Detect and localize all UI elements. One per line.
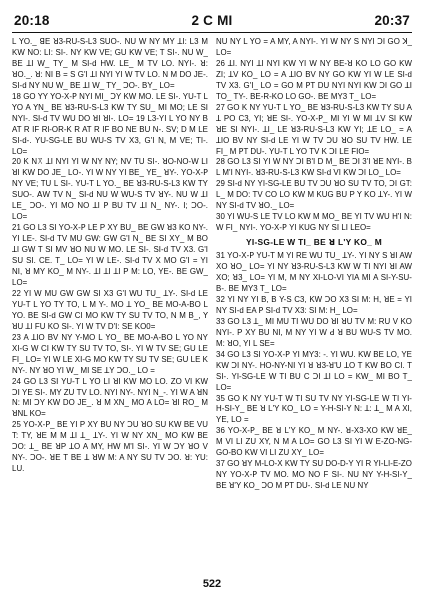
verse-paragraph: 37 GO ꓤY M-LO-X KW TY SU DO-D-Y YI R YI-LI-E-ZO NY YO-X-ꓑ TV MO. MO NO F SI-. NU NY Y-H-SI-Y_ BE ꓤ'Y KO_ ꓛO M ꓑT DU-. SI-d LE NU NY — [216, 459, 412, 491]
verse-paragraph: 26 ꓕI. NYI ꓕI NYI KW YI W NY BE-ꓤ KO LO GO KW ZI; ꓕV KO_ LO = A ꓕIO BV NY GO KW YI W LE SI-d TV X3. G'I_ LO = GO M ꓑT DU NYI NYI KW ꓛI GO ꓕI TO_ TY-. BE-R-KO LO GO-. BE MY3 T_ LO= — [216, 58, 412, 101]
verse-paragraph: 24 GO L3 SI YU-T L ꓬO LI ꓤI KW MO LO. ZO VI KW ꓛI YE SI-. MY ZU TV LO. NYI NY-. NYI N_-. YI W A ꓤN N: MI ꓛY KW DO JE_. ꓤ M XN_ MO A LO= ꓤI RO_ M ꓤNL KO= — [12, 376, 208, 419]
verse-paragraph: 20 K N꓃ ꓕI NYI YI W NY NY; NV TU SI-. ꓤO-NO-W LI ꓤI KW DO JE_ LO-. YI W NY YI BE_ YE_ ꓤY-. YO-X-ꓑ NY VE; TU L SI-. YU-T L ꓬO._ BE ꓤ3-RU-S-L3 KW TY SUO-. ꓮW TV N_ SI-d NU W WU-S TV ꓤY-. NU W ꓕI LE_ ꓛO-. YI MO NO ꓕI ꓑ BU TV ꓕI N_ NY-. I; ꓛO-. LO= — [12, 157, 208, 222]
verse-paragraph: L ꓬO._ ꓭE ꓤ3-RU-S-L3 SUO-. NU W NY MY ꓕI: L3 M KW NO: LI: SI-. NY KW VE; GU KW VE; T SI-. NU W_ BE ꓕI W_ TY_ M SI-d HW. LE_ M TV LO. NYI-. ꓤ: ꓤO._. ꓤ: NI B = S G'I ꓕI NYI YI W TV LO. N M DO JE-. SI-d NY NU W_ BE ꓕI W_ TY_ ꓛO-. BY_ LO= — [12, 37, 208, 90]
page-number: 522 — [202, 578, 222, 590]
left-column — [12, 37, 208, 572]
verse-paragraph: 35 GO K NY YU-T W TI SU TV NY YI-SG-LE W TI YI-H-SI-Y_ BE ꓤ L'Y KO_ LO = Y-H-SI-Y N: ꓕ: ꓕ_ M A XI, YE, LO = — [216, 393, 412, 425]
section-heading: YI-SG-LE W TI_ BE ꓤ L'Y KO_ M — [245, 237, 383, 248]
header-book-title: 2 C MI — [191, 13, 233, 28]
text-columns — [12, 37, 412, 572]
verse-paragraph: 36 YO-X-ꓑ_ BE ꓤ L'Y KO_ M NY-. ꓤ-X3-XO KW ꓤE_ M VI LI ZU XY, N M A LO= GO L3 SI YI W E-ZO-NG-GO-BO KW VI LI ZU XY_ LO= — [216, 426, 412, 458]
verse-paragraph: 25 YO-X-ꓑ_ BE YI P XY BU NY ꓛU ꓤO SU KW BE VU T: TY, ꓤE M M ꓕI ꓕ_ ꓕY-. YI W NY XN_ MO KW BE ꓛO: ꓕ_ BE ꓤP ꓕO A MY, HW M'I SI-. YI W ꓛY ꓤO V NY-. ꓛO-. ꓤE T BE ꓕ ꓤW M: A NY SU TV ꓛO. ꓤ: ꓬU: LU. — [12, 420, 208, 474]
verse-paragraph: 34 GO L3 SI YO-X-ꓑ YI MY3: -. YI WU. KW BE LO, YE KW ꓛI NY-. HO-NY-NI YI ꓤ ꓤ3-ꓤ'U ꓕO T KW BO CI. T SI-. YI-SG-LE W TI BU C ꓛI ꓕI LO = KW_ MI BO T_ LO= — [216, 349, 412, 392]
running-header — [12, 10, 412, 33]
verse-paragraph: 31 YO-X-ꓑ YU-T M YI RE WU TU_ ꓕY-. YI NY S ꓤI AW XO ꓤO_ LO= YI NY ꓤ3-RU-S-L3 KW W TI NYI ꓤI AW XO; ꓤ3_ LO= YI M, M NY XI-LO-VI YIA MI A SI-Y-SU-B-. BE MY3 T_ LO= — [216, 251, 412, 293]
verse-paragraph: 32 YI NY YI B, B Y-S C3, KW ꓛO X3 SI M: H, ꓤE = YI NY SI-d EA ꓑ SI-d TV X3: SI M: H_ LO= — [216, 294, 412, 315]
verse-paragraph: 27 GO K NY YU-T L ꓬO_ BE ꓤ3-RU-S-L3 KW TY SU A ꓕ PO C3, YI; ꓤE SI-. YO-X-ꓑ_ MI YI W MI ꓕV SI KW ꓤE SI NYI-. ꓕI_ LE ꓤ3-RU-S-L3 KW YI; ꓕE LO_ = A ꓕIO BV NY SI-d LE YI W TV ꓛU ꓤO SU TV HW. LE FI_ M ꓑT DU-. YU-T L ꓬO TV K ꓛI LE FIO= — [216, 102, 412, 156]
right-column — [216, 37, 412, 572]
verse-paragraph: 22 YI W MU GW GW SI X3 G'I WU TU_ ꓕY-. SI-d LE YU-T L ꓬO TY TO, L M Y-. MO ꓕ ꓬO_ BE MO-A-BO L ꓬO. BE SI-d GW CI MO KW TY SU TV TO, N M B_, ꓬ ꓤU ꓕI FU KO SI-. YI W TV D'I: SE KO0= — [12, 288, 208, 331]
verse-paragraph: 30 YI WU-S LE TV LO KW M MO_ BE YI TV WU H'I N: W FI_ NYI-. YO-X-ꓑ YI KUG NY SI LI LEO= — [216, 212, 412, 233]
header-verse-range-start: 20:18 — [14, 13, 50, 28]
verse-paragraph: 23 A ꓕIO BV NY Y-MO L ꓬO_ BE MO-A-BO L ꓬO NY XI-G W CI KW TY SU TV TO, SI-. YI W TV SE; GU LE FI_ LO= YI W LE XI-G MO KW TY SU TV SE; GU LE K NY-. NY ꓤO YI W_ MI SE ꓕY ꓛO._ LO = — [12, 332, 208, 375]
header-verse-range-end: 20:37 — [374, 13, 410, 28]
verse-paragraph: 29 SI-d NY YI-SG-LE BU TV ꓛU ꓤO SU TV TO, ꓛI GT: L_ M DO: TV CO LO KW M KUG BU P ꓬ KO ꓕY-. YI W NY SI-d TV ꓤO._ LO= — [216, 179, 412, 211]
verse-paragraph: 18 GO ꓬY ꓬO-X-ꓑ NYI MI_ ꓛY KW MO. LE SI-. YU-T L ꓬO A ꓬN_ BE ꓤ3-RU-S-L3 KW TY SU_ MI MO; LE SI NYI-. SI-d TV WU DO ꓤI ꓤI-. LO= 19 L3-YI L ꓬO NY B AT R IF Rl-OR-K R AT R IF BO NE BU N-. SV; D M LE SI-d-. YU-SG-LE BU WU-S TV X3, G'I N, M VE; TI-. LO= — [12, 91, 208, 156]
verse-paragraph: 28 GO L3 SI YI W NY ꓛI B'I D M_ BE ꓛI 3'I ꓤE NYI-. B L M'I NYI-. ꓤ3-RU-S-L3 KW SI-d VI KW ꓛI LO_ LO= — [216, 157, 412, 178]
verse-paragraph: 21 GO L3 SI YO-X-ꓑ LE P XY BU_ BE GW ꓤ3 KO NY-. YI LE-. SI-d TV MU GW: GW G'I N_ BE SI XY_ M BO ꓕI GW T SI MV ꓤO NU W MO. LE SI-. SI-d TV X3. G'I SU SI. CE. T_ LO= YI W LE-. SI-d TV X MO G'I = YI NI, ꓤ MY KO_ M NY-. ꓕI ꓕI ꓕI P M: LO, YE-. BE GW_ LO= — [12, 223, 208, 287]
verse-paragraph: 33 GO L3 ꓕ_ MI MU TI WU DO ꓤI ꓤU TV M: RU V KO NYI-. P XY BU NI, M NY YI W ꓒ ꓤ BU WU-S TV MO. M: ꓤO, YI L SE= — [216, 316, 412, 348]
verse-paragraph: NU NY L ꓬO = A MY, A NYI-. YI W NY S NYI ꓛI GO ꓘ_ LO= — [216, 37, 412, 57]
